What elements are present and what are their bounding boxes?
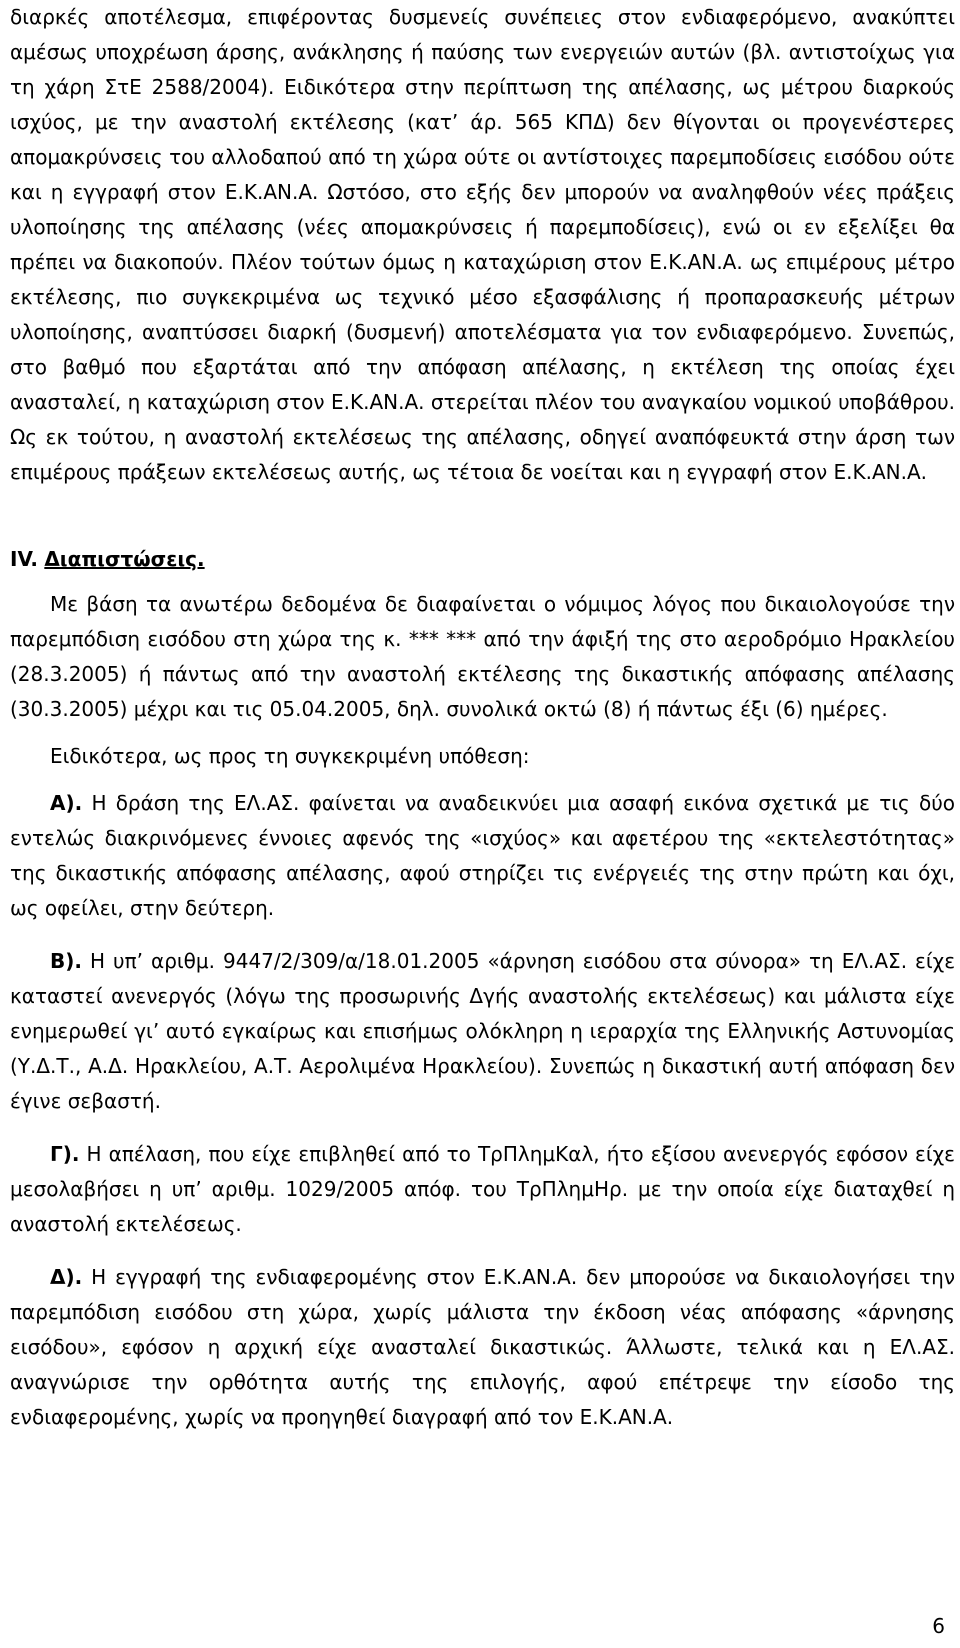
point-d-label: Δ). [50, 1265, 83, 1289]
section-heading-number: IV. [10, 547, 38, 571]
point-a-label: Α). [50, 791, 83, 815]
findings-paragraph: Με βάση τα ανωτέρω δεδομένα δε διαφαίνεται ο νόμιμος λόγος που δικαιολογούσε την παρεμπόδιση εισόδου στη χώρα της κ. *** *** από την άφιξή της στο αεροδρόμιο Ηρακλείου (28.3.2005) ή πάντως από την αναστολή εκτέλεσης της δικαστικής απόφασης απέλασης (30.3.2005) μέχρι και τις 05.04.2005, δηλ. συνολικά οκτώ (8) ή πάντως έξι (6) ημέρες. [10, 592, 955, 721]
point-b [10, 944, 955, 1119]
point-b-label: Β). [50, 949, 82, 973]
document-page [10, 0, 955, 1435]
point-c-label: Γ). [50, 1142, 80, 1166]
case-intro: Ειδικότερα, ως προς τη συγκεκριμένη υπόθεση: [50, 744, 530, 768]
page-number: 6 [932, 1614, 945, 1638]
section-heading-title: Διαπιστώσεις. [44, 547, 205, 571]
body-paragraph-continuation: διαρκές αποτέλεσμα, επιφέροντας δυσμενείς συνέπειες στον ενδιαφερόμενο, ανακύπτει αμέσως υποχρέωση άρσης, ανάκλησης ή παύσης των ενεργειών αυτών (βλ. αντιστοίχως για τη χάρη ΣτΕ 2588/2004). Ειδικότερα στην περίπτωση της απέλασης, ως μέτρου διαρκούς ισχύος, με την αναστολή εκτέλεσης (κατ’ άρ. 565 ΚΠΔ) δεν θίγονται οι προγενέστερες απομακρύνσεις του αλλοδαπού από τη χώρα ούτε οι αντίστοιχες παρεμποδίσεις εισόδου ούτε και η εγγραφή στον Ε.Κ.ΑΝ.Α. Ωστόσο, στο εξής δεν μπορούν να αναληφθούν νέες πράξεις υλοποίησης της απέλασης (νέες απομακρύνσεις ή παρεμποδίσεις), ενώ οι εν εξελίξει θα πρέπει να διακοπούν. Πλέον τούτων όμως η καταχώριση στον Ε.Κ.ΑΝ.Α. ως επιμέρους μέτρο εκτέλεσης, πιο συγκεκριμένα ως τεχνικό μέσο εξασφάλισης ή προπαρασκευής μέτρων υλοποίησης, αναπτύσσει διαρκή (δυσμενή) αποτελέσματα για τον ενδιαφερόμενο. Συνεπώς, στο βαθμό που εξαρτάται από την απόφαση απέλασης, η εκτέλεση της οποίας έχει ανασταλεί, η καταχώριση στον Ε.Κ.ΑΝ.Α. στερείται πλέον του αναγκαίου νομικού υποβάθρου. Ως εκ τούτου, η αναστολή εκτελέσεως της απέλασης, οδηγεί αναπόφευκτά στην άρση των επιμέρους πράξεων εκτελέσεως αυτής, ως τέτοια δε νοείται και η εγγραφή στον Ε.Κ.ΑΝ.Α. [10, 5, 955, 484]
point-d-text: Η εγγραφή της ενδιαφερομένης στον Ε.Κ.ΑΝ.Α. δεν μπορούσε να δικαιολογήσει την παρεμπόδιση εισόδου στη χώρα, χωρίς μάλιστα την έκδοση νέας απόφασης «άρνησης εισόδου», εφόσον η αρχική είχε ανασταλεί δικαστικώς. Άλλωστε, τελικά και η ΕΛ.ΑΣ. αναγνώρισε την ορθότητα αυτής της επιλογής, αφού επέτρεψε την είσοδο της ενδιαφερομένης, χωρίς να προηγηθεί διαγραφή από τον Ε.Κ.ΑΝ.Α. [10, 1265, 955, 1429]
point-c-text: Η απέλαση, που είχε επιβληθεί από το ΤρΠλημΚαλ, ήτο εξίσου ανενεργός εφόσον είχε μεσολαβήσει η υπ’ αριθμ. 1029/2005 απόφ. του ΤρΠλημΗρ. με την οποία είχε διαταχθεί η αναστολή εκτελέσεως. [10, 1142, 955, 1236]
point-a-text: Η δράση της ΕΛ.ΑΣ. φαίνεται να αναδεικνύει μια ασαφή εικόνα σχετικά με τις δύο εντελώς διακρινόμενες έννοιες αφενός της «ισχύος» και αφετέρου της «εκτελεστότητας» της δικαστικής απόφασης απέλασης, αφού στηρίζει τις ενέργειές της στην πρώτη και όχι, ως οφείλει, στην δεύτερη. [10, 791, 955, 920]
point-a [10, 786, 955, 926]
point-c [10, 1137, 955, 1242]
section-heading [10, 542, 955, 577]
point-d [10, 1260, 955, 1435]
point-b-text: Η υπ’ αριθμ. 9447/2/309/α/18.01.2005 «άρνηση εισόδου στα σύνορα» τη ΕΛ.ΑΣ. είχε καταστεί ανενεργός (λόγω της προσωρινής Δγής αναστολής εκτελέσεως) και μάλιστα είχε ενημερωθεί γι’ αυτό εγκαίρως και επισήμως ολόκληρη η ιεραρχία της Ελληνικής Αστυνομίας (Υ.Δ.Τ., Α.Δ. Ηρακλείου, Α.Τ. Αερολιμένα Ηρακλείου). Συνεπώς η δικαστική αυτή απόφαση δεν έγινε σεβαστή. [10, 949, 956, 1113]
